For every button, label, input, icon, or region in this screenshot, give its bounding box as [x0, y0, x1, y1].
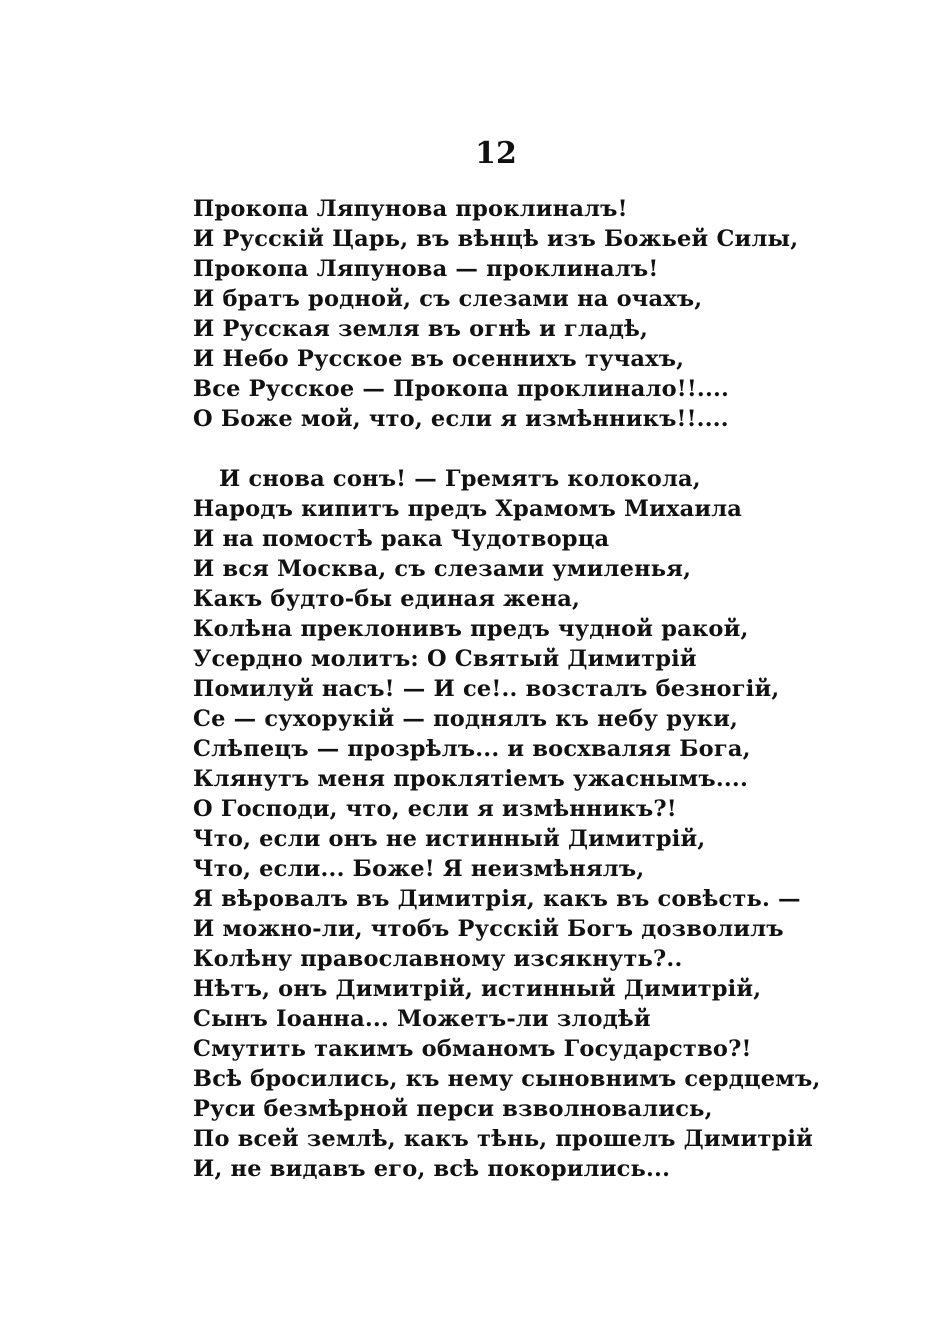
verse-line: И снова сонъ! — Гремятъ колокола, [219, 466, 701, 492]
verse-line: И Небо Русское въ осеннихъ тучахъ, [193, 346, 685, 372]
verse-line: Прокопа Ляпунова проклиналъ! [193, 196, 628, 222]
stanza-2 [193, 464, 820, 1184]
verse-line: И на помостѣ рака Чудотворца [193, 526, 610, 552]
verse-line: Я вѣровалъ въ Димитрія, какъ въ совѣсть. — [193, 886, 801, 912]
verse-line: Прокопа Ляпунова — проклиналъ! [193, 256, 659, 282]
verse-line: Нѣтъ, онъ Димитрій, истинный Димитрій, [193, 976, 762, 1002]
verse-line: И братъ родной, съ слезами на очахъ, [193, 286, 703, 312]
verse-line: Что, если... Боже! Я неизмѣнялъ, [193, 856, 645, 882]
verse-line: О Боже мой, что, если я измѣнникъ!!.... [193, 406, 729, 432]
verse-line: И, не видавъ его, всѣ покорились... [193, 1156, 671, 1182]
verse-line: И можно-ли, чтобъ Русскій Богъ дозволилъ [193, 916, 784, 942]
verse-line: Усердно молитъ: О Святый Димитрій [193, 646, 697, 672]
verse-line: И вся Москва, съ слезами умиленья, [193, 556, 692, 582]
verse-line: И Русскій Царь, въ вѣнцѣ изъ Божьей Силы, [193, 226, 799, 252]
verse-line: Что, если онъ не истинный Димитрій, [193, 826, 706, 852]
verse-line: Руси безмѣрной перси взволновались, [193, 1096, 713, 1122]
verse-line: Смутить такимъ обманомъ Государство?! [193, 1036, 752, 1062]
page-number: 12 [475, 136, 517, 171]
verse-line: Всѣ бросились, къ нему сыновнимъ сердцемъ, [193, 1066, 821, 1092]
verse-line: Какъ будто-бы единая жена, [193, 586, 581, 612]
verse-line: О Господи, что, если я измѣнникъ?! [193, 796, 677, 822]
verse-line: Се — сухорукій — поднялъ къ небу руки, [193, 706, 739, 732]
verse-line: По всей землѣ, какъ тѣнь, прошелъ Димитрій [193, 1126, 814, 1152]
verse-line: Клянутъ меня проклятіемъ ужаснымъ.... [193, 766, 748, 792]
verse-line: Колѣну православному изсякнуть?.. [193, 946, 683, 972]
verse-line: Колѣна преклонивъ предъ чудной ракой, [193, 616, 749, 642]
verse-line: И Русская земля въ огнѣ и гладѣ, [193, 316, 649, 342]
stanza-1 [193, 194, 798, 434]
verse-line: Все Русское — Прокопа проклинало!!.... [193, 376, 730, 402]
verse-line: Народъ кипитъ предъ Храмомъ Михаила [193, 496, 743, 522]
verse-line: Помилуй насъ! — И се!.. возсталъ безногій, [193, 676, 780, 702]
verse-line: Слѣпецъ — прозрѣлъ... и восхваляя Бога, [193, 736, 751, 762]
verse-line: Сынъ Іоанна... Можетъ-ли злодѣй [193, 1006, 651, 1032]
